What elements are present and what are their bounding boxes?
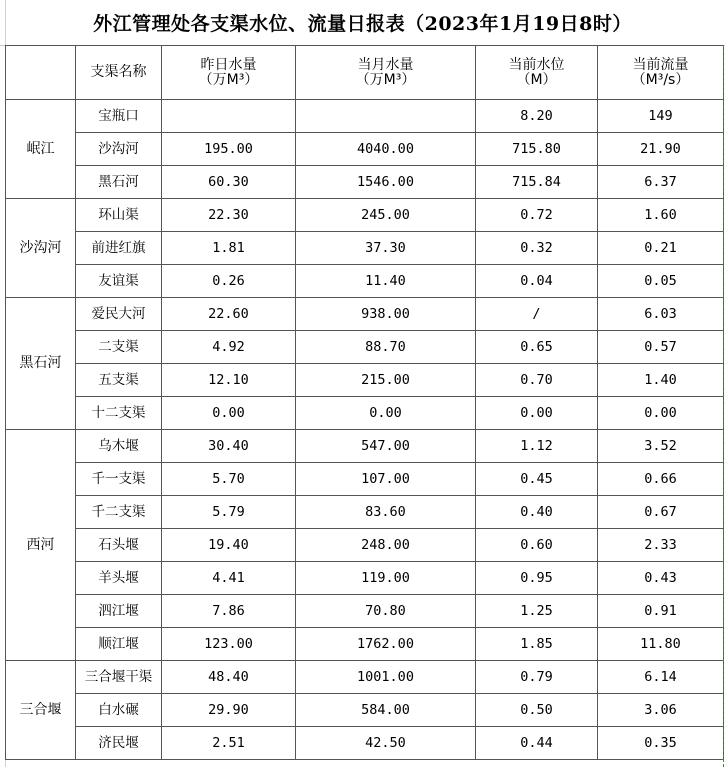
water-level-cell[interactable]: 0.70 [476, 364, 598, 397]
month-volume-cell[interactable]: 584.00 [296, 694, 476, 727]
month-volume-cell[interactable]: 88.70 [296, 331, 476, 364]
yesterday-volume-cell[interactable]: 30.40 [162, 430, 296, 463]
canal-name-cell[interactable]: 济民堰 [76, 727, 162, 760]
table-row [6, 562, 724, 595]
month-volume-cell[interactable]: 245.00 [296, 199, 476, 232]
canal-name-cell[interactable]: 爱民大河 [76, 298, 162, 331]
canal-name-cell[interactable]: 泗江堰 [76, 595, 162, 628]
yesterday-volume-cell[interactable]: 123.00 [162, 628, 296, 661]
month-volume-cell[interactable]: 119.00 [296, 562, 476, 595]
water-level-cell[interactable]: 715.80 [476, 133, 598, 166]
flow-rate-cell[interactable]: 0.57 [598, 331, 724, 364]
yesterday-volume-cell[interactable]: 1.81 [162, 232, 296, 265]
month-volume-cell[interactable]: 37.30 [296, 232, 476, 265]
yesterday-volume-cell[interactable]: 0.26 [162, 265, 296, 298]
table-row [6, 529, 724, 562]
flow-rate-cell[interactable]: 21.90 [598, 133, 724, 166]
table-row [6, 595, 724, 628]
table-row [6, 133, 724, 166]
header-month: 当月水量 （万M³） [296, 46, 476, 100]
table-row [6, 661, 724, 694]
flow-rate-cell[interactable]: 0.66 [598, 463, 724, 496]
canal-name-cell[interactable]: 千二支渠 [76, 496, 162, 529]
yesterday-volume-cell[interactable] [162, 100, 296, 133]
table-row [6, 430, 724, 463]
yesterday-volume-cell[interactable]: 195.00 [162, 133, 296, 166]
canal-name-cell[interactable]: 沙沟河 [76, 133, 162, 166]
water-level-cell[interactable]: 0.00 [476, 397, 598, 430]
canal-name-cell[interactable]: 环山渠 [76, 199, 162, 232]
month-volume-cell[interactable] [296, 100, 476, 133]
water-level-cell[interactable]: 0.72 [476, 199, 598, 232]
water-level-cell[interactable]: 1.12 [476, 430, 598, 463]
month-volume-cell[interactable]: 4040.00 [296, 133, 476, 166]
water-level-cell[interactable]: 1.85 [476, 628, 598, 661]
flow-rate-cell[interactable]: 0.21 [598, 232, 724, 265]
group-name-cell[interactable]: 岷江 [6, 100, 76, 199]
water-level-cell[interactable]: / [476, 298, 598, 331]
group-name-cell[interactable]: 沙沟河 [6, 199, 76, 298]
yesterday-volume-cell[interactable]: 0.00 [162, 397, 296, 430]
yesterday-volume-cell[interactable]: 5.79 [162, 496, 296, 529]
table-row [6, 364, 724, 397]
canal-name-cell[interactable]: 十二支渠 [76, 397, 162, 430]
water-level-cell[interactable]: 0.32 [476, 232, 598, 265]
month-volume-cell[interactable]: 83.60 [296, 496, 476, 529]
table-row [6, 265, 724, 298]
canal-name-cell[interactable]: 乌木堰 [76, 430, 162, 463]
water-level-cell[interactable]: 0.45 [476, 463, 598, 496]
month-volume-cell[interactable]: 215.00 [296, 364, 476, 397]
flow-rate-cell[interactable]: 149 [598, 100, 724, 133]
yesterday-volume-cell[interactable]: 5.70 [162, 463, 296, 496]
table-row [6, 100, 724, 133]
flow-rate-cell[interactable]: 1.40 [598, 364, 724, 397]
header-level: 当前水位 （M） [476, 46, 598, 100]
yesterday-volume-cell[interactable]: 12.10 [162, 364, 296, 397]
water-level-cell[interactable]: 8.20 [476, 100, 598, 133]
yesterday-volume-cell[interactable]: 7.86 [162, 595, 296, 628]
table-row [6, 199, 724, 232]
table-row [6, 232, 724, 265]
flow-rate-cell[interactable]: 3.52 [598, 430, 724, 463]
flow-rate-cell[interactable]: 2.33 [598, 529, 724, 562]
table-row [6, 496, 724, 529]
report-title: 外江管理处各支渠水位、流量日报表（2023年1月19日8时） [93, 13, 632, 35]
month-volume-cell[interactable]: 42.50 [296, 727, 476, 760]
table-row [6, 727, 724, 760]
table-row [6, 463, 724, 496]
flow-rate-cell[interactable]: 6.37 [598, 166, 724, 199]
header-name: 支渠名称 [76, 46, 162, 100]
canal-name-cell[interactable]: 石头堰 [76, 529, 162, 562]
flow-rate-cell[interactable]: 0.05 [598, 265, 724, 298]
canal-name-cell[interactable]: 黑石河 [76, 166, 162, 199]
yesterday-volume-cell[interactable]: 4.92 [162, 331, 296, 364]
table-row [6, 397, 724, 430]
header-yesterday: 昨日水量 （万M³） [162, 46, 296, 100]
yesterday-volume-cell[interactable]: 2.51 [162, 727, 296, 760]
title-bar [0, 0, 725, 46]
flow-rate-cell[interactable]: 0.43 [598, 562, 724, 595]
yesterday-volume-cell[interactable]: 19.40 [162, 529, 296, 562]
table-row [6, 694, 724, 727]
water-level-cell[interactable]: 0.95 [476, 562, 598, 595]
water-level-cell[interactable]: 0.40 [476, 496, 598, 529]
flow-rate-cell[interactable]: 6.14 [598, 661, 724, 694]
canal-name-cell[interactable]: 白水碾 [76, 694, 162, 727]
report-table [5, 45, 724, 760]
canal-name-cell[interactable]: 二支渠 [76, 331, 162, 364]
water-level-cell[interactable]: 0.04 [476, 265, 598, 298]
month-volume-cell[interactable]: 1762.00 [296, 628, 476, 661]
water-level-cell[interactable]: 715.84 [476, 166, 598, 199]
flow-rate-cell[interactable]: 0.35 [598, 727, 724, 760]
table-row [6, 298, 724, 331]
water-level-cell[interactable]: 1.25 [476, 595, 598, 628]
yesterday-volume-cell[interactable]: 60.30 [162, 166, 296, 199]
header-row [6, 46, 724, 100]
canal-name-cell[interactable]: 三合堰干渠 [76, 661, 162, 694]
yesterday-volume-cell[interactable]: 22.60 [162, 298, 296, 331]
water-level-cell[interactable]: 0.65 [476, 331, 598, 364]
flow-rate-cell[interactable]: 6.03 [598, 298, 724, 331]
canal-name-cell[interactable]: 前进红旗 [76, 232, 162, 265]
water-level-cell[interactable]: 0.44 [476, 727, 598, 760]
header-group-cell [6, 46, 76, 100]
month-volume-cell[interactable]: 938.00 [296, 298, 476, 331]
yesterday-volume-cell[interactable]: 22.30 [162, 199, 296, 232]
month-volume-cell[interactable]: 1546.00 [296, 166, 476, 199]
canal-name-cell[interactable]: 千一支渠 [76, 463, 162, 496]
group-name-cell[interactable]: 黑石河 [6, 298, 76, 430]
canal-name-cell[interactable]: 顺江堰 [76, 628, 162, 661]
month-volume-cell[interactable]: 248.00 [296, 529, 476, 562]
table-row [6, 166, 724, 199]
group-name-cell[interactable]: 三合堰 [6, 661, 76, 760]
flow-rate-cell[interactable]: 0.00 [598, 397, 724, 430]
table-row [6, 331, 724, 364]
flow-rate-cell[interactable]: 0.67 [598, 496, 724, 529]
month-volume-cell[interactable]: 0.00 [296, 397, 476, 430]
canal-name-cell[interactable]: 宝瓶口 [76, 100, 162, 133]
canal-name-cell[interactable]: 五支渠 [76, 364, 162, 397]
canal-name-cell[interactable]: 友谊渠 [76, 265, 162, 298]
month-volume-cell[interactable]: 70.80 [296, 595, 476, 628]
water-level-cell[interactable]: 0.79 [476, 661, 598, 694]
flow-rate-cell[interactable]: 0.91 [598, 595, 724, 628]
yesterday-volume-cell[interactable]: 4.41 [162, 562, 296, 595]
yesterday-volume-cell[interactable]: 29.90 [162, 694, 296, 727]
flow-rate-cell[interactable]: 1.60 [598, 199, 724, 232]
group-name-cell[interactable]: 西河 [6, 430, 76, 661]
month-volume-cell[interactable]: 107.00 [296, 463, 476, 496]
water-level-cell[interactable]: 0.50 [476, 694, 598, 727]
month-volume-cell[interactable]: 1001.00 [296, 661, 476, 694]
month-volume-cell[interactable]: 547.00 [296, 430, 476, 463]
canal-name-cell[interactable]: 羊头堰 [76, 562, 162, 595]
table-row [6, 628, 724, 661]
water-level-cell[interactable]: 0.60 [476, 529, 598, 562]
yesterday-volume-cell[interactable]: 48.40 [162, 661, 296, 694]
flow-rate-cell[interactable]: 11.80 [598, 628, 724, 661]
flow-rate-cell[interactable]: 3.06 [598, 694, 724, 727]
month-volume-cell[interactable]: 11.40 [296, 265, 476, 298]
header-flow: 当前流量 （M³/s） [598, 46, 724, 100]
